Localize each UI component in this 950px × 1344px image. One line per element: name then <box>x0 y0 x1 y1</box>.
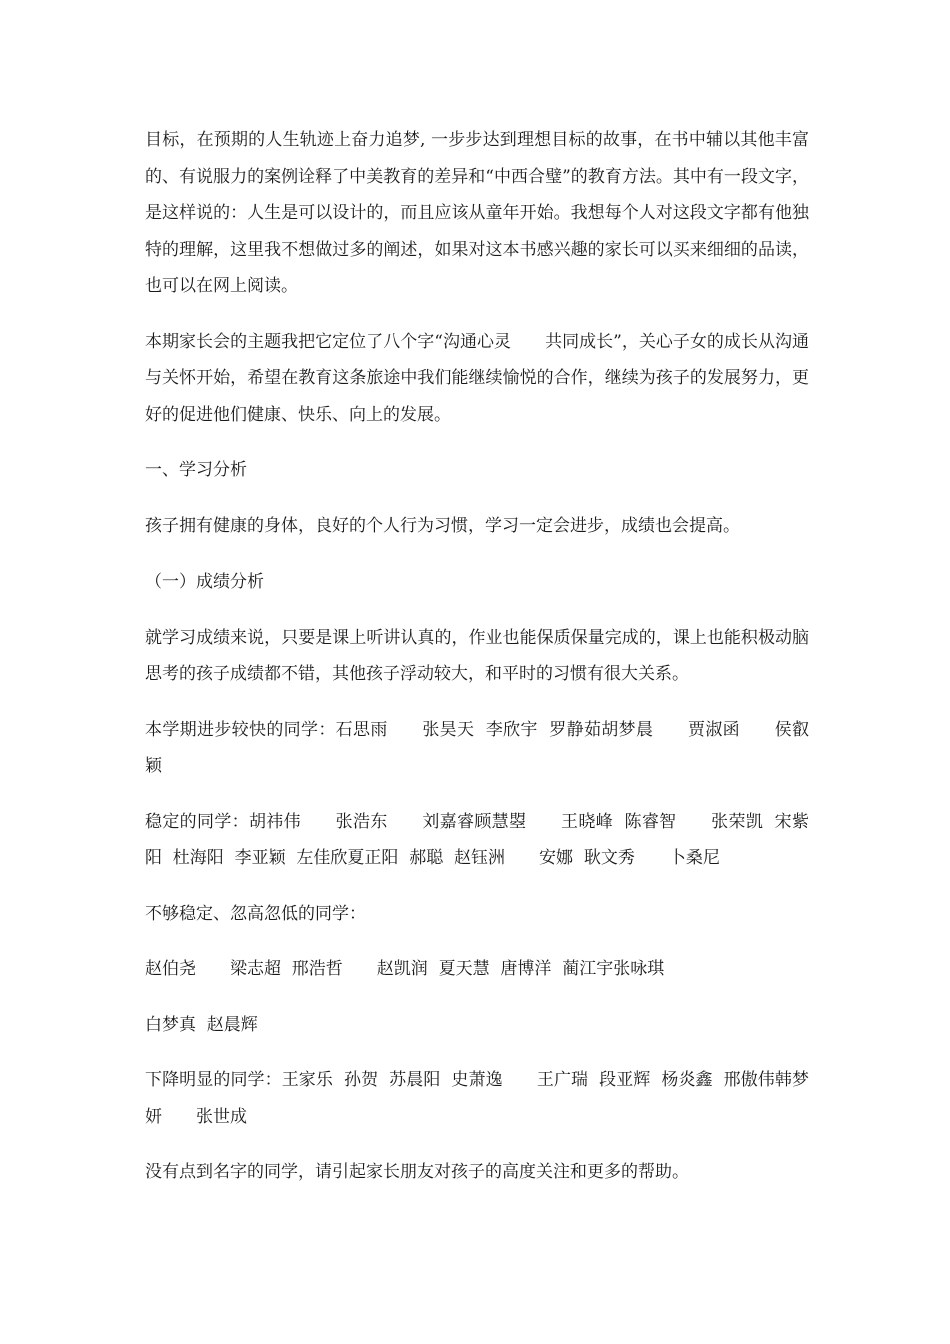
paragraph-stable-students: 稳定的同学：胡祎伟 张浩东 刘嘉睿顾慧曌 王晓峰 陈睿智 张荣凯 宋紫阳 杜海阳 李亚颖 左佳欣夏正阳 郝聪 赵钰洲 安娜 耿文秀 卜桑尼 <box>145 811 809 868</box>
paragraph-fast-progress-students: 本学期进步较快的同学：石思雨 张昊天 李欣宇 罗静茹胡梦晨 贾淑函 侯叡颖 <box>145 719 809 776</box>
document-page <box>145 122 809 1210</box>
paragraph-unstable-students-line1: 赵伯尧 梁志超 邢浩哲 赵凯润 夏天慧 唐博洋 蔺江宇张咏琪 <box>145 959 665 979</box>
paragraph-unstable-label: 不够稳定、忽高忽低的同学： <box>145 903 366 924</box>
paragraph-intro-continued: 目标，在预期的人生轨迹上奋力追梦, 一步步达到理想目标的故事，在书中辅以其他丰富的、有说服力的案例诠释了中美教育的差异和“中西合璧”的教育方法。其中有一段文字，是这样说的：人生是可以设计的，而且应该从童年开始。我想每个人对这段文字都有他独特的理解，这里我不想做过多的阐述，如果对这本书感兴趣的家长可以买来细细的品读，也可以在网上阅读。 <box>145 130 809 296</box>
paragraph-declined-students: 下降明显的同学：王家乐 孙贺 苏晨阳 史萧逸 王广瑞 段亚辉 杨炎鑫 邢傲伟韩梦妍 张世成 <box>145 1070 809 1127</box>
subsection-heading-grade-analysis: （一）成绩分析 <box>145 571 264 592</box>
paragraph-grades-overview: 就学习成绩来说，只要是课上听讲认真的，作业也能保质保量完成的，课上也能积极动脑思考的孩子成绩都不错，其他孩子浮动较大，和平时的习惯有很大关系。 <box>145 627 809 684</box>
paragraph-unstable-students-line2: 白梦真 赵晨辉 <box>145 1014 258 1035</box>
paragraph-closing: 没有点到名字的同学，请引起家长朋友对孩子的高度关注和更多的帮助。 <box>145 1162 689 1182</box>
section-heading-study-analysis: 一、学习分析 <box>145 460 247 480</box>
paragraph-health-habits: 孩子拥有健康的身体，良好的个人行为习惯，学习一定会进步，成绩也会提高。 <box>145 516 740 536</box>
paragraph-meeting-theme: 本期家长会的主题我把它定位了八个字“沟通心灵 共同成长”，关心子女的成长从沟通与关怀开始，希望在教育这条旅途中我们能继续愉悦的合作，继续为孩子的发展努力，更好的促进他们健康、快乐、向上的发展。 <box>145 331 809 425</box>
